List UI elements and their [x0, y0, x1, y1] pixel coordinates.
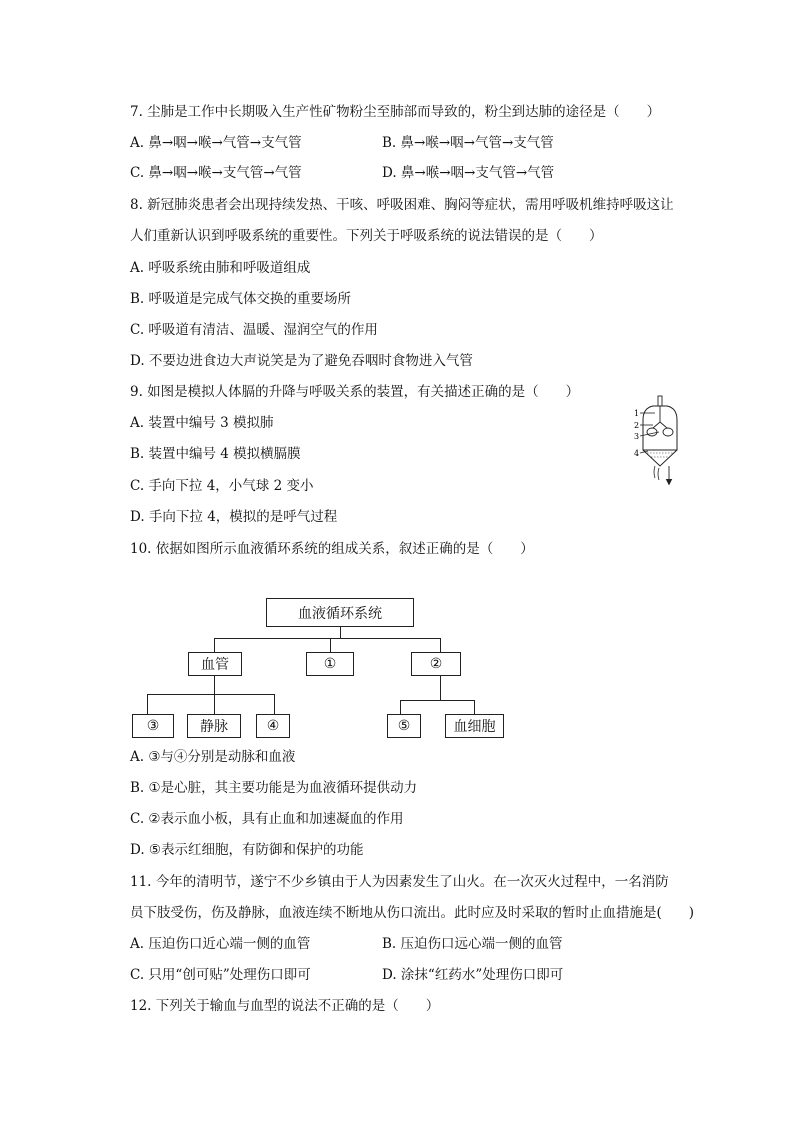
q8-stem-line1: 8. 新冠肺炎患者会出现持续发热、干咳、呼吸困难、胸闷等症状，需用呼吸机维持呼吸这让 [130, 197, 674, 213]
q10-option-c: C. ②表示血小板，具有止血和加速凝血的作用 [130, 811, 404, 827]
q11-option-a: A. 压迫伤口近心端一侧的血管 [130, 936, 311, 952]
diagram-root-box: 血液循环系统 [266, 598, 414, 627]
q8-option-b: B. 呼吸道是完成气体交换的重要场所 [130, 291, 352, 307]
bell-jar-apparatus-figure [633, 394, 683, 490]
q7-option-b: B. 鼻→喉→咽→气管→支气管 [382, 135, 554, 151]
q8-stem-line2: 人们重新认识到呼吸系统的重要性。下列关于呼吸系统的说法错误的是（ ） [130, 228, 603, 244]
q9-option-b: B. 装置中编号 4 模拟横膈膜 [130, 446, 301, 462]
q11-stem-line2: 员下肢受伤，伤及静脉，血液连续不断地从伤口流出。此时应及时采取的暂时止血措施是( ) [130, 905, 695, 921]
q9-stem: 9. 如图是模拟人体膈的升降与呼吸关系的装置，有关描述正确的是（ ） [130, 384, 580, 400]
figure-label-4: 4 [634, 449, 640, 458]
q11-option-c: C. 只用“创可贴”处理伤口即可 [130, 967, 311, 983]
q9-option-c: C. 手向下拉 4，小气球 2 变小 [130, 478, 314, 494]
q8-option-c: C. 呼吸道有清洁、温暖、湿润空气的作用 [130, 322, 378, 338]
diagram-node-2-box: ② [411, 652, 461, 676]
q7-stem: 7. 尘肺是工作中长期吸入生产性矿物粉尘至肺部而导致的，粉尘到达肺的途径是（ ） [130, 104, 661, 120]
diagram-blood-cells-box: 血细胞 [445, 714, 504, 738]
diagram-vessels-box: 血管 [188, 652, 242, 676]
diagram-node-5-box: ⑤ [387, 714, 421, 738]
q10-option-d: D. ⑤表示红细胞，有防御和保护的功能 [130, 842, 364, 858]
q11-option-d: D. 涂抹“红药水”处理伤口即可 [382, 967, 564, 983]
q8-option-d: D. 不要边进食边大声说笑是为了避免吞咽时食物进入气管 [130, 353, 473, 369]
q11-stem-line1: 11. 今年的清明节，遂宁不少乡镇由于人为因素发生了山火。在一次灭火过程中，一名消防 [130, 874, 669, 890]
diagram-node-4-box: ④ [256, 714, 290, 738]
q11-option-b: B. 压迫伤口远心端一侧的血管 [382, 936, 563, 952]
q10-option-b: B. ①是心脏，其主要功能是为血液循环提供动力 [130, 780, 418, 796]
figure-label-1: 1 [634, 409, 640, 418]
q7-option-c: C. 鼻→咽→喉→支气管→气管 [130, 165, 302, 181]
q8-option-a: A. 呼吸系统由肺和呼吸道组成 [130, 260, 311, 276]
q7-option-d: D. 鼻→喉→咽→支气管→气管 [382, 165, 555, 181]
figure-label-2: 2 [634, 421, 640, 430]
q7-option-a: A. 鼻→咽→喉→气管→支气管 [130, 135, 302, 151]
figure-label-3: 3 [634, 432, 640, 441]
q9-option-a: A. 装置中编号 3 模拟肺 [130, 415, 274, 431]
diagram-node-3-box: ③ [132, 714, 174, 738]
q10-stem: 10. 依据如图所示血液循环系统的组成关系，叙述正确的是（ ） [130, 541, 534, 557]
diagram-veins-box: 静脉 [187, 714, 241, 738]
q12-stem: 12. 下列关于输血与血型的说法不正确的是（ ） [130, 998, 440, 1014]
diagram-node-1-box: ① [306, 652, 354, 676]
q10-option-a: A. ③与④分别是动脉和血液 [130, 749, 296, 765]
q9-option-d: D. 手向下拉 4，模拟的是呼气过程 [130, 509, 338, 525]
